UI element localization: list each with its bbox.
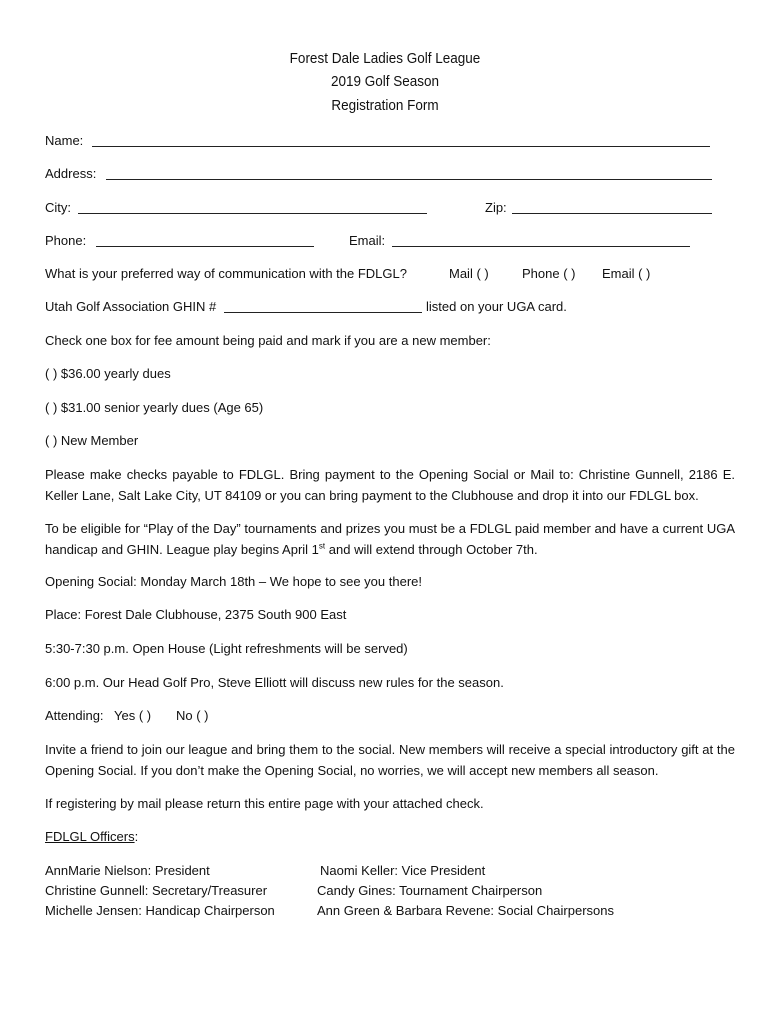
name-field[interactable]	[92, 146, 710, 147]
social-place: Place: Forest Dale Clubhouse, 2375 South 900 East	[45, 607, 347, 622]
head-pro-note: 6:00 p.m. Our Head Golf Pro, Steve Elliott will discuss new rules for the season.	[45, 675, 504, 690]
attending-label: Attending:	[45, 708, 104, 723]
officer-handicap: Michelle Jensen: Handicap Chairperson	[45, 903, 275, 918]
zip-label: Zip:	[485, 200, 507, 215]
fee-option-yearly[interactable]: ( ) $36.00 yearly dues	[45, 366, 171, 381]
eligibility-superscript: st	[318, 541, 326, 551]
form-title: Registration Form	[331, 97, 439, 114]
attending-no-checkbox[interactable]: No ( )	[176, 708, 209, 723]
officer-secretary: Christine Gunnell: Secretary/Treasurer	[45, 883, 268, 898]
communication-question: What is your preferred way of communication with the FDLGL?	[45, 266, 407, 281]
address-label: Address:	[45, 166, 97, 181]
eligibility-text: To be eligible for “Play of the Day” tournaments and prizes you must be a FDLGL paid member and have a current UGA handicap and GHIN. League play begins April 1	[45, 521, 735, 557]
officers-heading-colon: :	[134, 829, 139, 844]
mail-note: If registering by mail please return this entire page with your attached check.	[45, 796, 484, 811]
zip-field[interactable]	[512, 213, 712, 214]
ghin-field[interactable]	[224, 312, 422, 313]
mail-checkbox[interactable]: Mail ( )	[449, 266, 489, 281]
attending-yes-checkbox[interactable]: Yes ( )	[114, 708, 152, 723]
season-title: 2019 Golf Season	[330, 73, 440, 90]
new-member-option[interactable]: ( ) New Member	[45, 433, 139, 448]
eligibility-text-end: and will extend through October 7th.	[325, 542, 538, 557]
eligibility-paragraph	[45, 518, 735, 560]
phone-field[interactable]	[96, 246, 314, 247]
city-field[interactable]	[78, 213, 427, 214]
name-label: Name:	[45, 133, 84, 148]
officers-heading-text: FDLGL Officers	[45, 829, 135, 844]
ghin-label: Utah Golf Association GHIN #	[45, 299, 217, 314]
officer-vice-president: Naomi Keller: Vice President	[320, 863, 486, 878]
officer-president: AnnMarie Nielson: President	[45, 863, 210, 878]
email-checkbox[interactable]: Email ( )	[602, 266, 651, 281]
fee-option-senior[interactable]: ( ) $31.00 senior yearly dues (Age 65)	[45, 400, 264, 415]
officer-tournament: Candy Gines: Tournament Chairperson	[317, 883, 543, 898]
phone-checkbox[interactable]: Phone ( )	[522, 266, 576, 281]
officer-social: Ann Green & Barbara Revene: Social Chairpersons	[317, 903, 614, 918]
phone-label: Phone:	[45, 233, 87, 248]
city-label: City:	[45, 200, 71, 215]
league-title: Forest Dale Ladies Golf League	[289, 50, 481, 67]
payment-instructions: Please make checks payable to FDLGL. Bring payment to the Opening Social or Mail to: Christine Gunnell, 2186 E. Keller Lane, Salt Lake City, UT 84109 or you can bring payment to the Clubhouse and drop it into our FDLGL box.	[45, 467, 735, 503]
ghin-suffix: listed on your UGA card.	[426, 299, 567, 314]
officers-heading	[45, 829, 138, 845]
email-label: Email:	[349, 233, 386, 248]
open-house-time: 5:30-7:30 p.m. Open House (Light refreshments will be served)	[45, 641, 408, 656]
email-field[interactable]	[392, 246, 690, 247]
opening-social: Opening Social: Monday March 18th – We hope to see you there!	[45, 574, 422, 589]
fee-instruction: Check one box for fee amount being paid and mark if you are a new member:	[45, 333, 491, 348]
invite-paragraph: Invite a friend to join our league and bring them to the social. New members will receive a special introductory gift at the Opening Social. If you don’t make the Opening Social, no worries, we will accept new members all season.	[45, 742, 735, 778]
address-field[interactable]	[106, 179, 712, 180]
